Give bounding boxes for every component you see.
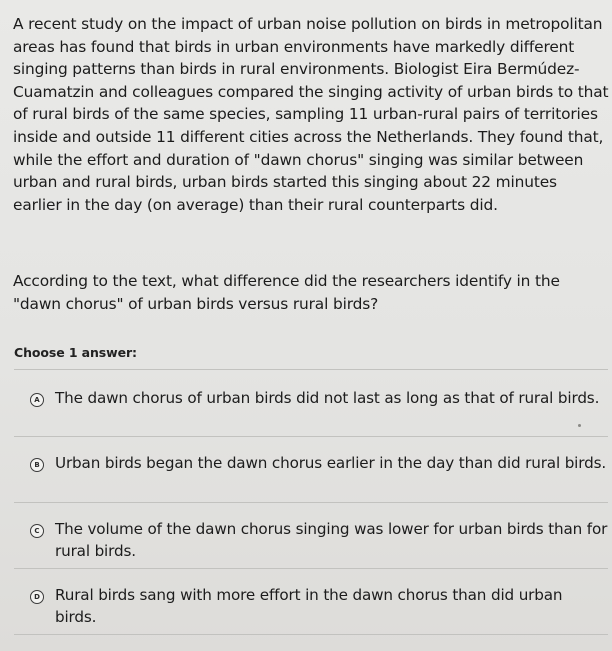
choice-text-b: Urban birds began the dawn chorus earlier in the day than did rural birds. [55, 454, 607, 472]
divider [14, 634, 608, 635]
passage-text: A recent study on the impact of urban noise pollution on birds in metropolitan areas has found that birds in urban environments have markedly different singing patterns than birds in rural environments. Biologist Eira Bermúdez-Cuamatzin and colleagues compared the singing activity of urban birds to that of rural birds of the same species, sampling 11 urban-rural pairs of territories inside and outside 11 different cities across the Netherlands. They found that, while the effort and duration of "dawn chorus" singing was similar between urban and rural birds, urban birds started this singing about 22 minutes earlier in the day (on average) than their rural counterparts did. [13, 15, 609, 214]
choose-answer-label: Choose 1 answer: [14, 345, 137, 360]
choice-letter-badge-d: D [30, 590, 44, 604]
divider [14, 502, 608, 503]
choice-letter-badge-b: B [30, 458, 44, 472]
screen-speck [578, 424, 581, 427]
divider [14, 568, 608, 569]
divider [14, 369, 608, 370]
choice-letter-badge-a: A [30, 393, 44, 407]
choice-letter-badge-c: C [30, 524, 44, 538]
answer-choice-b[interactable] [30, 453, 608, 475]
divider [14, 436, 608, 437]
choice-text-c: The volume of the dawn chorus singing was lower for urban birds than for rural birds. [55, 520, 608, 560]
choice-text-d: Rural birds sang with more effort in the dawn chorus than did urban birds. [55, 586, 563, 626]
answer-choice-d[interactable] [30, 585, 608, 628]
answer-choice-c[interactable] [30, 519, 608, 562]
choice-text-a: The dawn chorus of urban birds did not last as long as that of rural birds. [55, 389, 600, 407]
question-prompt: According to the text, what difference did the researchers identify in the "dawn chorus" of urban birds versus rural birds? [13, 272, 560, 313]
answer-choice-a[interactable] [30, 388, 608, 410]
